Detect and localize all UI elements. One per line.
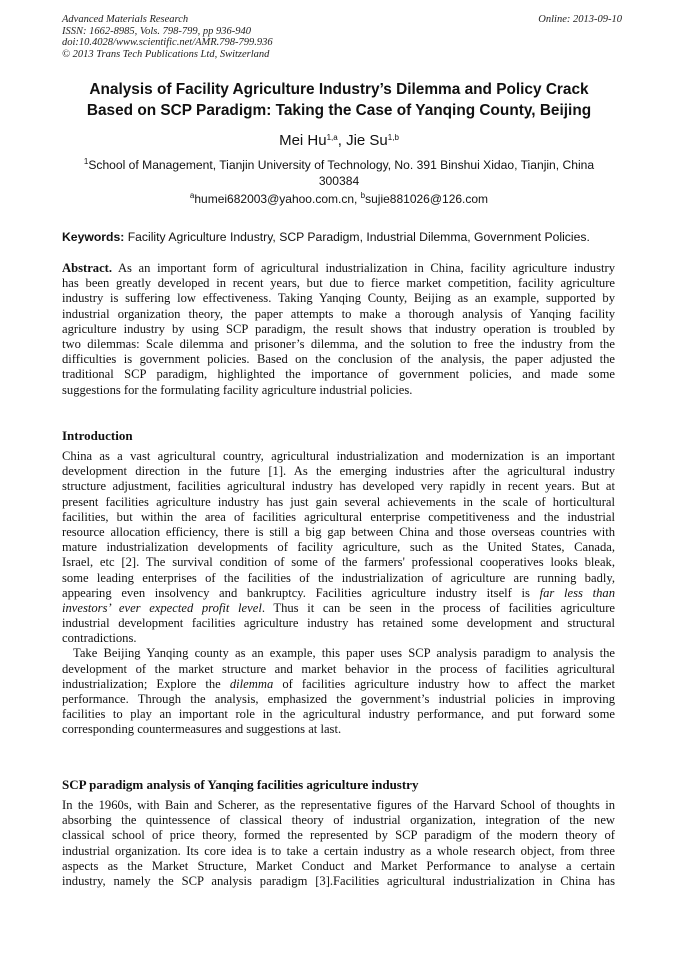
author-affiliation-mark: 1,b bbox=[387, 133, 399, 142]
keywords-label: Keywords: bbox=[62, 230, 125, 244]
abstract-line: difficulties is government policies. Based on the conclusion of the analysis, the paper adjusted the bbox=[62, 352, 615, 367]
body-line: development of the market structure and market behavior in the process of facilities agricultural bbox=[62, 661, 615, 676]
issn-line: ISSN: 1662-8985, Vols. 798-799, pp 936-940 bbox=[62, 25, 251, 37]
body-line: performance. Through the analysis, emphasized the government’s industrial policies in improving bbox=[62, 692, 615, 706]
author-list bbox=[50, 132, 628, 150]
online-date: Online: 2013-09-10 bbox=[538, 14, 622, 25]
body-line: mature industrialization developments of facility agriculture, such as the United States, Canada, bbox=[62, 540, 615, 555]
copyright-line: © 2013 Trans Tech Publications Ltd, Switzerland bbox=[62, 48, 270, 60]
body-line: industrialization; Explore the dilemma of facilities agriculture industry how to affect the market bbox=[62, 676, 615, 691]
abstract-line: has been greatly developed in recent years, but due to fierce market competition, facility agriculture bbox=[62, 276, 615, 291]
keywords-text: Facility Agriculture Industry, SCP Paradigm, Industrial Dilemma, Government Policies. bbox=[124, 230, 590, 244]
scp-body bbox=[62, 798, 615, 889]
body-line: absorbing the quintessence of classical theory of industrial organization, integration of the new bbox=[62, 813, 615, 828]
email-mark: a bbox=[189, 191, 195, 200]
body-line: Israel, etc [2]. The survival condition of some of the farmers' professional cooperatives looks bleak, bbox=[62, 555, 615, 570]
author-name: Jie Su bbox=[346, 132, 388, 149]
journal-name: Advanced Materials Research bbox=[62, 14, 189, 25]
abstract-line: industrial organization theory, the paper attempts to make a thorough analysis of Yanqing facility bbox=[62, 306, 615, 321]
email-link[interactable]: humei682003@yahoo.com.cn, bbox=[194, 192, 361, 206]
abstract-line: industry is suffering low effectiveness. Taking Yanqing County, Beijing as an example, supported by bbox=[62, 291, 615, 306]
body-line: contradictions. bbox=[62, 631, 137, 646]
publication-meta bbox=[62, 14, 622, 60]
abstract-line: traditional SCP paradigm, highlighted the importance of government policies, and made some bbox=[62, 367, 615, 382]
author-name: Mei Hu bbox=[279, 132, 327, 149]
abstract bbox=[62, 261, 615, 398]
body-line: some leading enterprises of the facilities of the industrialization of agriculture are running badly, bbox=[62, 570, 615, 585]
body-line: facilities to play an important role in the agricultural industry performance, and put forward some bbox=[62, 707, 615, 722]
body-line: corresponding countermeasures and suggestions at last. bbox=[62, 722, 342, 737]
title-line-2: Based on SCP Paradigm: Taking the Case of Yanqing County, Beijing bbox=[86, 102, 592, 119]
body-line: aspects as the Market Structure, Market Conduct and Market Performance to analyse a certain bbox=[62, 858, 615, 873]
body-line: present facilities agriculture industry has just gain several achievements in the scale of horticultural bbox=[62, 494, 615, 509]
body-line: In the 1960s, with Bain and Scherer, as the representative figures of the Harvard School of thoughts in bbox=[62, 798, 615, 812]
abstract-line: two dilemmas: Scale dilemma and prisoner’s dilemma, and the solution to free the industry from the bbox=[62, 336, 615, 351]
emphasis-text: dilemma bbox=[229, 676, 274, 691]
body-line: appearing even insolvency and bankruptcy. Facilities agriculture industry itself is far less than bbox=[62, 585, 615, 600]
affiliation-line-2: 300384 bbox=[318, 174, 360, 188]
abstract-label: Abstract. bbox=[62, 261, 113, 275]
doi-line[interactable]: doi:10.4028/www.scientific.net/AMR.798-799.936 bbox=[62, 37, 273, 48]
affiliation bbox=[62, 157, 616, 189]
body-line: industrial organization. Its core idea is to take a certain industry as a whole research object, from three bbox=[62, 843, 615, 858]
introduction-body bbox=[62, 449, 615, 738]
section-heading-introduction: Introduction bbox=[62, 428, 133, 443]
body-line: Take Beijing Yanqing county as an example, this paper uses SCP analysis paradigm to analysis the bbox=[73, 646, 615, 661]
author-affiliation-mark: 1,a bbox=[326, 133, 338, 142]
author-emails bbox=[62, 191, 616, 207]
body-line: industrial development facilities agriculture industry has retained some development and structural bbox=[62, 616, 615, 631]
keywords bbox=[62, 229, 622, 245]
body-line: facilities, but within the area of facilities agricultural enterprise competitiveness and the industrial bbox=[62, 509, 615, 524]
emphasis-text: far less than bbox=[539, 585, 615, 600]
body-line: investors’ ever expected profit level. Thus it can be seen in the process of facilities agriculture bbox=[62, 600, 615, 615]
email-link[interactable]: sujie881026@126.com bbox=[365, 192, 489, 206]
author-separator: , bbox=[337, 132, 347, 149]
abstract-line: agriculture industry by using SCP paradigm, the result shows that industry operation is troubled by bbox=[62, 321, 615, 336]
paper-title bbox=[50, 79, 628, 121]
body-line: development direction in the future [1]. As the emerging industries after the agricultural industry bbox=[62, 464, 615, 479]
abstract-line: Abstract. As an important form of agricultural industrialization in China, facility agriculture industry bbox=[62, 261, 615, 275]
abstract-line: suggestions for the formulating facility agriculture industrial policies. bbox=[62, 382, 413, 397]
body-line: classical school of price theory, formed the represented by SCP paradigm of the modern theory of bbox=[62, 828, 615, 843]
body-line: structure adjustment, facilities agricultural industry has developed very rapidly in recent years. But at bbox=[62, 479, 615, 494]
body-line: industry, namely the SCP analysis paradigm [3].Facilities agricultural industrialization in China has bbox=[62, 873, 615, 888]
body-line: China as a vast agricultural country, agricultural industrialization and modernization is an important bbox=[62, 449, 615, 463]
email-mark: b bbox=[360, 191, 366, 200]
body-line: resource allocation efficiency, there is still a big gap between China and those overseas countries with bbox=[62, 524, 615, 539]
title-line-1: Analysis of Facility Agriculture Industry’s Dilemma and Policy Crack bbox=[89, 81, 589, 98]
emphasis-text: investors’ ever expected profit level bbox=[62, 600, 262, 615]
affiliation-mark: 1 bbox=[83, 157, 89, 166]
section-heading-scp: SCP paradigm analysis of Yanqing facilities agriculture industry bbox=[62, 777, 419, 792]
affiliation-line-1: School of Management, Tianjin University of Technology, No. 391 Binshui Xidao, Tianjin, China bbox=[88, 158, 595, 172]
